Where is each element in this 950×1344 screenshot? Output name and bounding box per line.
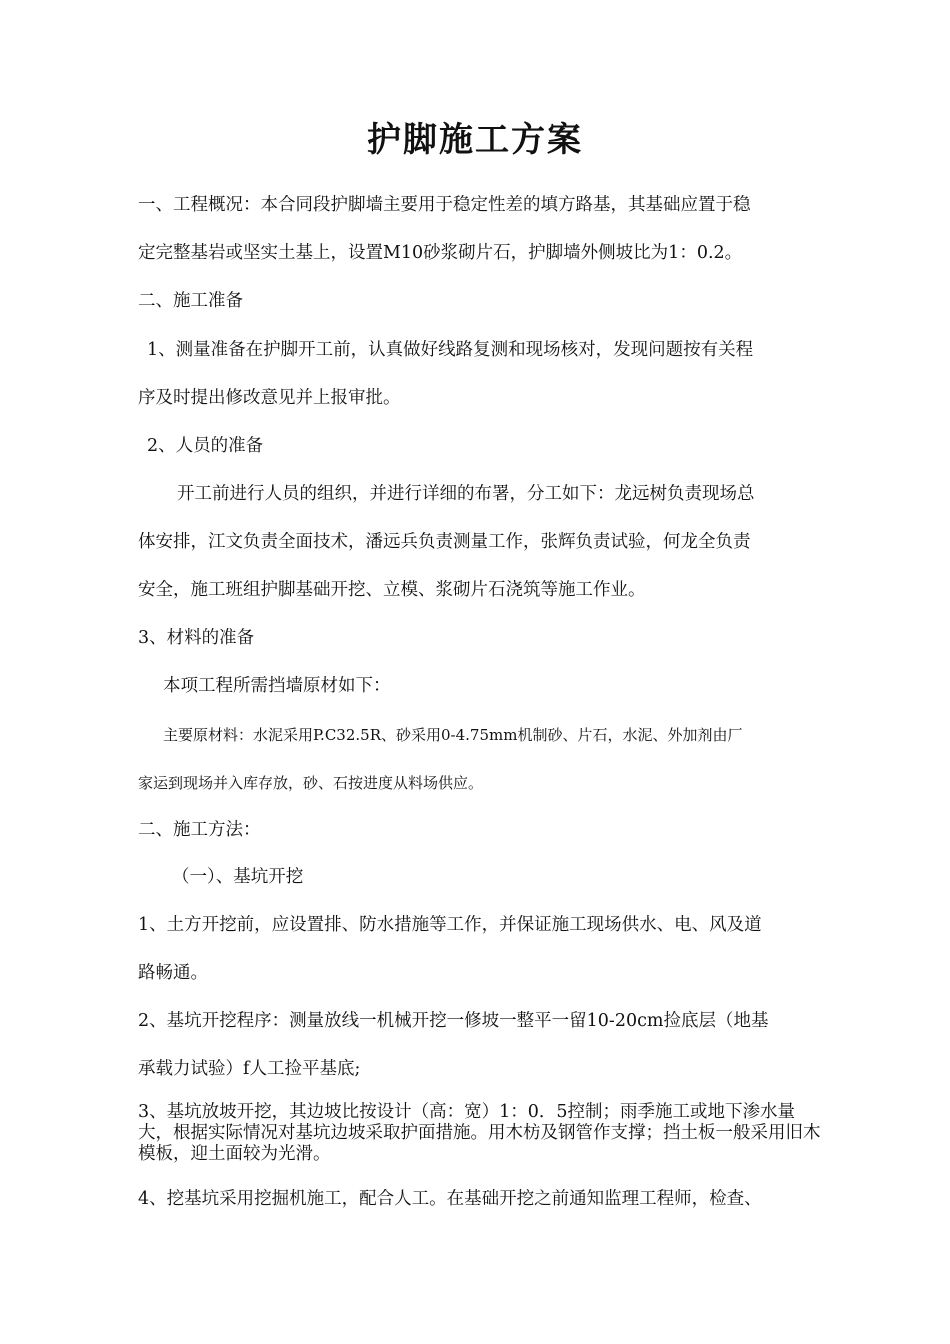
section-heading: 二、施工准备 [138, 291, 243, 311]
subsection-heading: （一）、基坑开挖 [172, 867, 304, 887]
paragraph-line: 承载力试验）f人工捡平基底; [138, 1059, 361, 1079]
paragraph-line: 安全，施工班组护脚基础开挖、立模、浆砌片石浇筑等施工作业。 [138, 580, 646, 600]
paragraph-line: 家运到现场并入库存放，砂、石按进度从料场供应。 [138, 774, 484, 792]
paragraph-line: 一、工程概况：本合同段护脚墙主要用于稳定性差的填方路基，其基础应置于稳 [138, 195, 751, 215]
subsection-heading: 2、人员的准备 [147, 436, 264, 456]
paragraph-line: 1、土方开挖前，应设置排、防水措施等工作，并保证施工现场供水、电、风及道 [138, 915, 762, 935]
paragraph-line: 1、测量准备在护脚开工前，认真做好线路复测和现场核对，发现问题按有关程 [147, 340, 754, 360]
paragraph-line: 路畅通。 [138, 963, 208, 983]
paragraph-line: 2、基坑开挖程序：测量放线一机械开挖一修坡一整平一留10-20cm捡底层（地基 [138, 1011, 769, 1031]
page-title: 护脚施工方案 [367, 120, 583, 160]
paragraph-line: 开工前进行人员的组织，并进行详细的布署，分工如下：龙远树负责现场总 [177, 484, 755, 504]
paragraph-block: 3、基坑放坡开挖，其边坡比按设计（高：宽）1：0．5控制；雨季施工或地下渗水量大，根据实际情况对基坑边坡采取护面措施。用木枋及钢管作支撑；挡土板一般采用旧木模板，迎土面较为光滑。 [138, 1102, 821, 1164]
section-heading: 二、施工方法： [138, 820, 261, 840]
paragraph-line: 序及时提出修改意见并上报审批。 [138, 388, 401, 408]
paragraph-line: 定完整基岩或坚实土基上，设置M10砂浆砌片石，护脚墙外侧坡比为1：0.2。 [138, 243, 743, 263]
subsection-heading: 3、材料的准备 [138, 628, 255, 648]
paragraph-line: 主要原材料：水泥采用P.C32.5R、砂采用0-4.75mm机制砂、片石，水泥、外加剂由厂 [163, 726, 743, 744]
paragraph-line: 本项工程所需挡墙原材如下： [163, 676, 391, 696]
paragraph-line: 4、挖基坑采用挖掘机施工，配合人工。在基础开挖之前通知监理工程师，检查、 [138, 1189, 762, 1209]
paragraph-line: 体安排，江文负责全面技术，潘远兵负责测量工作，张辉负责试验，何龙全负责 [138, 532, 751, 552]
